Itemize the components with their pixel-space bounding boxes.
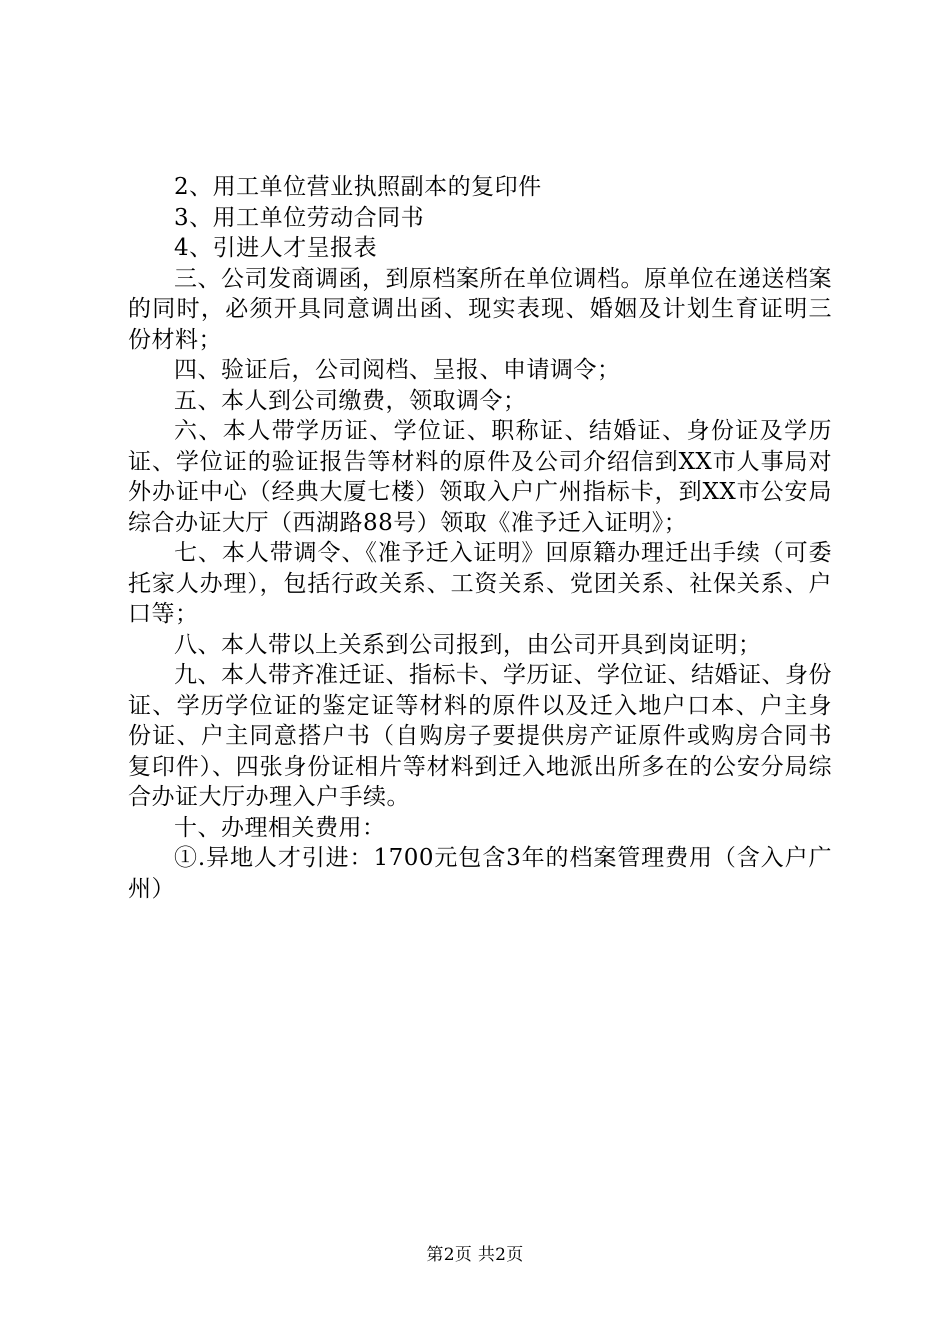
paragraph-item-2: 2、用工单位营业执照副本的复印件 <box>174 174 542 200</box>
paragraph-step-6: 六、本人带学历证、学位证、职称证、结婚证、身份证及学历证、学位证的验证报告等材料的原件及公司介绍信到XX市人事局对外办证中心（经典大厦七楼）领取入户广州指标卡，到XX市公安局综合办证大厅（西湖路88号）领取《准予迁入证明》； <box>128 418 832 536</box>
paragraph-step-8: 八、本人带以上关系到公司报到，由公司开具到岗证明； <box>174 631 762 658</box>
document-body <box>128 172 832 904</box>
paragraph-step-9: 九、本人带齐准迁证、指标卡、学历证、学位证、结婚证、身份证、学历学位证的鉴定证等材料的原件以及迁入地户口本、户主身份证、户主同意搭户书（自购房子要提供房产证原件或购房合同书复印件）、四张身份证相片等材料到迁入地派出所多在的公安分局综合办证大厅办理入户手续。 <box>128 662 832 810</box>
paragraph-step-5: 五、本人到公司缴费，领取调令； <box>174 387 527 414</box>
page-number-footer: 第2页 共2页 <box>426 1245 524 1265</box>
paragraph-step-7: 七、本人带调令、《准予迁入证明》回原籍办理迁出手续（可委托家人办理），包括行政关系、工资关系、党团关系、社保关系、户口等； <box>128 540 832 627</box>
paragraph-step-4: 四、验证后，公司阅档、呈报、申请调令； <box>174 357 621 383</box>
paragraph-fee-item-1: ①.异地人才引进：1700元包含3年的档案管理费用（含入户广州） <box>128 845 832 902</box>
paragraph-step-10: 十、办理相关费用： <box>174 814 386 841</box>
paragraph-item-3: 3、用工单位劳动合同书 <box>174 204 425 231</box>
paragraph-item-4: 4、引进人才呈报表 <box>174 235 378 261</box>
paragraph-step-3: 三、公司发商调函，到原档案所在单位调档。原单位在递送档案的同时，必须开具同意调出函、现实表现、婚姻及计划生育证明三份材料； <box>128 265 832 353</box>
